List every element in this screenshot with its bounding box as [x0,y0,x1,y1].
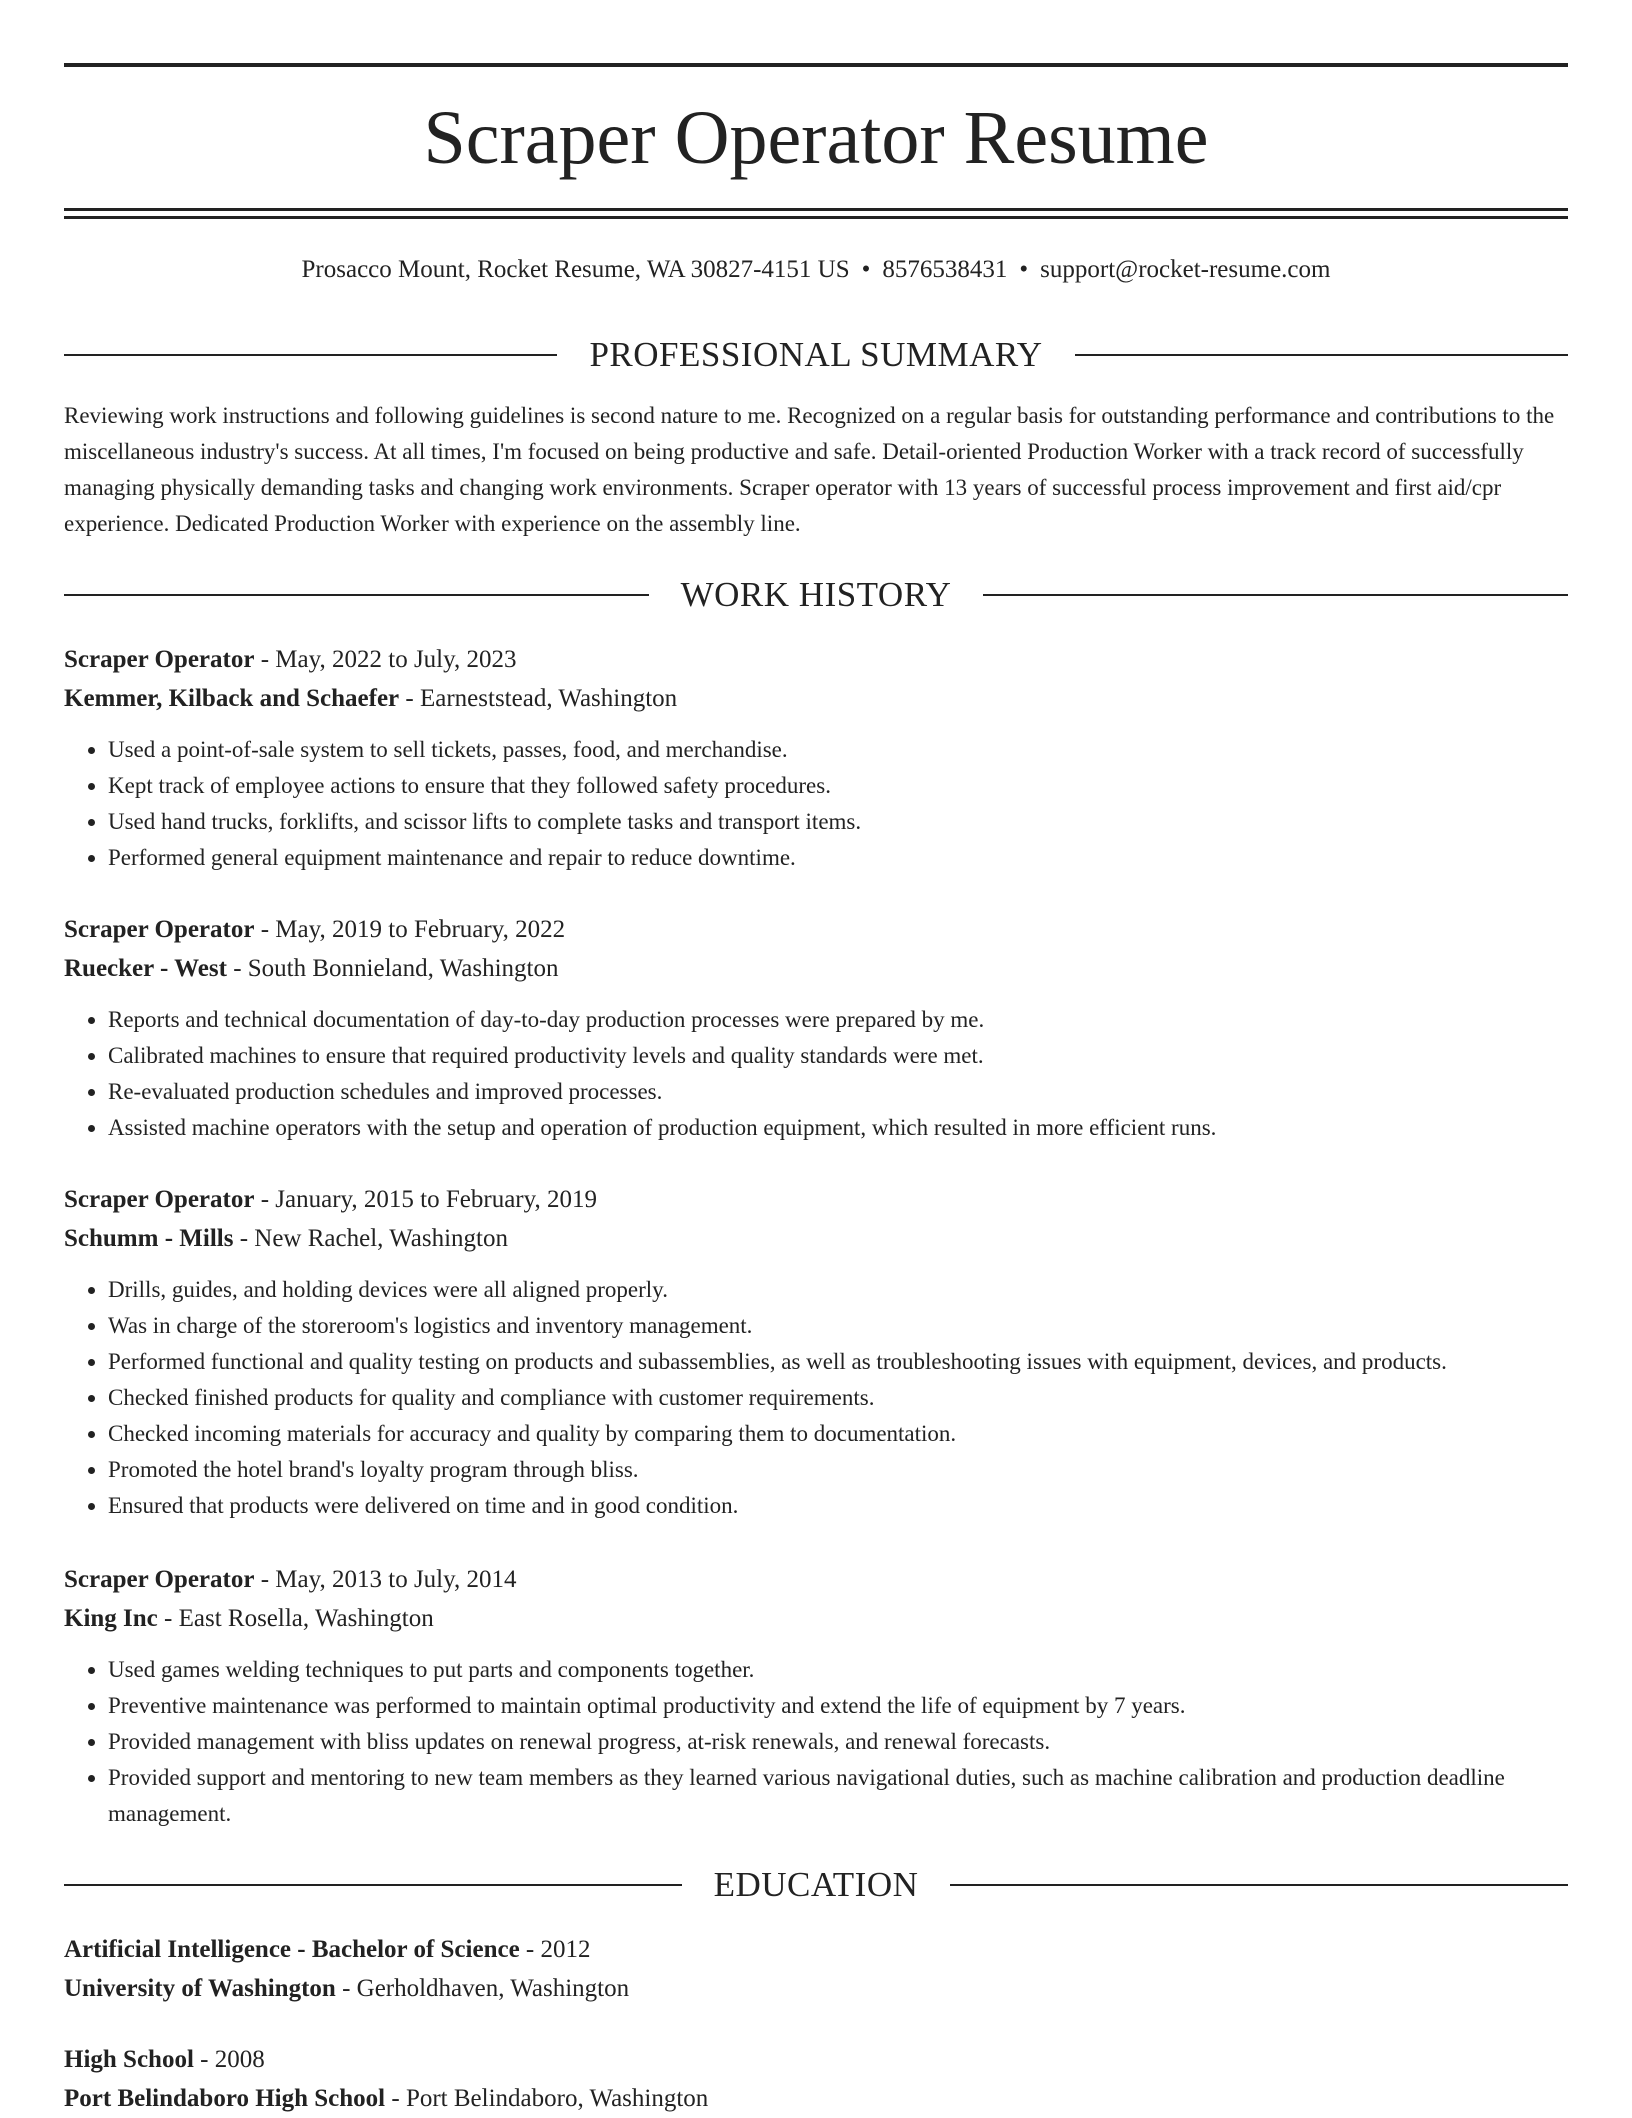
dash: - [226,955,248,982]
job-location: New Rachel, Washington [254,1225,509,1252]
contact-separator: • [1019,256,1029,283]
job-bullet: • Performed general equipment maintenance and repair to reduce downtime. [108,840,1568,876]
job-dates: May, 2013 to July, 2014 [275,1566,517,1593]
job-bullet: • Re-evaluated production schedules and improved processes. [108,1074,1568,1110]
job-title: Scraper Operator [64,646,255,673]
divider [64,354,557,356]
job-title-line [64,1560,1568,1599]
professional-summary: Reviewing work instructions and following guidelines is second nature to me. Recognized on a regular basis for outstanding performance and contributions to the miscellaneous industry's success. At all times, I'm focused on being productive and safe. Detail-oriented Production Worker with a track record of successfully managing physically demanding tasks and changing work environments. Scraper operator with 13 years of successful process improvement and first aid/cpr experience. Dedicated Production Worker with experience on the assembly line. [64,403,1555,536]
contact-separator: • [861,256,871,283]
degree-line [64,2040,1568,2079]
divider [983,594,1568,596]
section-title: EDUCATION [713,1865,919,1904]
contact-address: Prosacco Mount, Rocket Resume, WA 30827-4151 US [301,256,850,283]
job-entry [64,910,1568,1146]
job-bullet: • Preventive maintenance was performed to maintain optimal productivity and extend the life of equipment by 7 years. [108,1688,1568,1724]
job-bullet: • Provided management with bliss updates on renewal progress, at-risk renewals, and renewal forecasts. [108,1724,1568,1760]
job-location: South Bonnieland, Washington [247,955,559,982]
job-company: Kemmer, Kilback and Schaefer [64,685,400,712]
job-bullet: • Drills, guides, and holding devices were all aligned properly. [108,1272,1568,1308]
school-line [64,1969,1568,2008]
job-bullet: • Used games welding techniques to put parts and components together. [108,1652,1568,1688]
section-heading-education [64,1861,1568,1909]
section-title: PROFESSIONAL SUMMARY [589,335,1043,374]
job-dates: May, 2019 to February, 2022 [275,916,566,943]
job-bullet: • Kept track of employee actions to ensure that they followed safety procedures. [108,768,1568,804]
divider [64,594,649,596]
graduation-year: 2008 [214,2046,265,2073]
contact-email: support@rocket-resume.com [1040,256,1331,283]
title-rule-lower [64,216,1568,219]
divider [1075,354,1568,356]
education-entry [64,2040,1568,2118]
job-bullet: • Performed functional and quality testing on products and subassemblies, as well as troubleshooting issues with equipment, devices, and products. [108,1344,1568,1380]
dash: - [519,1936,541,1963]
job-bullet: • Used a point-of-sale system to sell tickets, passes, food, and merchandise. [108,732,1568,768]
dash: - [254,916,276,943]
title-rule-upper [64,208,1568,211]
job-bullet: • Calibrated machines to ensure that required productivity levels and quality standards were met. [108,1038,1568,1074]
job-entry [64,1560,1568,1832]
job-bullet: • Checked incoming materials for accuracy and quality by comparing them to documentation. [108,1416,1568,1452]
job-location: Earneststead, Washington [419,685,678,712]
job-company: Schumm - Mills [64,1225,234,1252]
job-title: Scraper Operator [64,916,255,943]
job-title-line [64,1180,1568,1219]
divider [950,1884,1568,1886]
job-entry [64,1180,1568,1524]
dash: - [233,1225,255,1252]
graduation-year: 2012 [540,1936,591,1963]
school-location: Port Belindaboro, Washington [405,2085,709,2112]
school-line [64,2079,1568,2118]
job-bullets [64,1002,1568,1146]
school-location: Gerholdhaven, Washington [356,1975,630,2002]
contact-line [64,252,1568,288]
job-bullet: • Assisted machine operators with the setup and operation of production equipment, which resulted in more efficient runs. [108,1110,1568,1146]
job-company-line [64,1599,1568,1638]
job-bullets [64,1652,1568,1832]
job-company-line [64,1219,1568,1258]
job-entry [64,640,1568,876]
section-heading-summary [64,331,1568,379]
job-location: East Rosella, Washington [178,1605,434,1632]
dash: - [335,1975,357,2002]
degree: High School [64,2046,194,2073]
job-bullet: • Was in charge of the storeroom's logistics and inventory management. [108,1308,1568,1344]
education-entry [64,1930,1568,2008]
section-heading-work-history [64,571,1568,619]
top-rule [64,63,1568,67]
dash: - [399,685,420,712]
dash: - [254,646,276,673]
job-company: King Inc [64,1605,158,1632]
job-bullet: • Promoted the hotel brand's loyalty program through bliss. [108,1452,1568,1488]
job-bullets [64,732,1568,876]
job-bullet: • Provided support and mentoring to new team members as they learned various navigational duties, such as machine calibration and production deadline management. [108,1760,1568,1832]
job-bullet: • Used hand trucks, forklifts, and scissor lifts to complete tasks and transport items. [108,804,1568,840]
job-dates: January, 2015 to February, 2019 [275,1186,597,1213]
job-title-line [64,910,1568,949]
dash: - [254,1566,276,1593]
job-title: Scraper Operator [64,1186,255,1213]
page-title: Scraper Operator Resume [423,96,1209,180]
contact-phone: 8576538431 [882,256,1008,283]
dash: - [193,2046,215,2073]
degree: Artificial Intelligence - Bachelor of Science [64,1936,520,1963]
school: Port Belindaboro High School [64,2085,386,2112]
job-dates: May, 2022 to July, 2023 [275,646,517,673]
job-bullet: • Checked finished products for quality and compliance with customer requirements. [108,1380,1568,1416]
degree-line [64,1930,1568,1969]
school: University of Washington [64,1975,336,2002]
section-title: WORK HISTORY [680,575,952,614]
divider [64,1884,682,1886]
job-bullets [64,1272,1568,1524]
job-company-line [64,949,1568,988]
job-bullet: • Reports and technical documentation of day-to-day production processes were prepared by me. [108,1002,1568,1038]
dash: - [157,1605,179,1632]
job-company: Ruecker - West [64,955,227,982]
job-title-line [64,640,1568,679]
job-bullet: • Ensured that products were delivered on time and in good condition. [108,1488,1568,1524]
job-title: Scraper Operator [64,1566,255,1593]
job-company-line [64,679,1568,718]
dash: - [254,1186,276,1213]
dash: - [385,2085,406,2112]
